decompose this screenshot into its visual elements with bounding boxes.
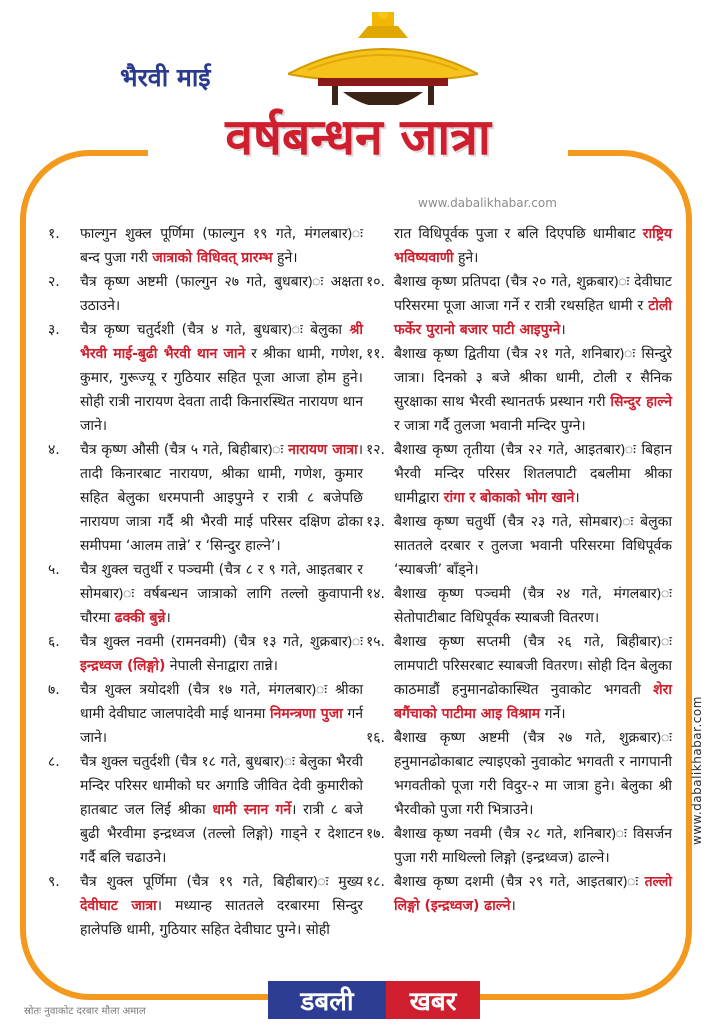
event-number: १.	[48, 226, 60, 242]
event-number: १३.	[366, 514, 386, 530]
event-number: १०.	[366, 274, 386, 290]
event-highlight: रांगा र बोकाको भोग खाने	[443, 490, 575, 506]
event-number: ९.	[48, 874, 60, 890]
event-text: बैशाख कृष्ण प्रतिपदा (चैत्र २० गते, शुक्रबार)ः देवीघाट परिसरमा पूजा आजा गर्ने र रात्री रथसहित धामी र टोली फर्केर पुरानो बजार पाटी आइपुग्ने।	[394, 274, 672, 338]
event-text: बैशाख कृष्ण चतुर्थी (चैत्र २३ गते, सोमबार)ः बेलुका साततले दरबार र तुलजा भवानी परिसरमा विधिपूर्वक ‘स्याबजी’ बाँड्ने।	[394, 514, 672, 578]
event-number: १८.	[366, 874, 386, 890]
event-item	[48, 630, 363, 678]
event-highlight: नारायण जात्रा	[288, 442, 358, 458]
event-text: बैशाख कृष्ण नवमी (चैत्र २८ गते, शनिबार)ः विसर्जन पुजा गरी माथिल्लो लिङ्गो (इन्द्रध्वज) ढाल्ने।	[394, 826, 672, 866]
events-right-column	[366, 222, 672, 918]
event-item	[366, 822, 672, 870]
event-text: बैशाख कृष्ण तृतीया (चैत्र २२ गते, आइतबार)ः बिहान भैरवी मन्दिर परिसर शितलपाटी दबलीमा श्रीका धामीद्वारा रांगा र बोकाको भोग खाने।	[394, 442, 672, 506]
event-item	[366, 630, 672, 726]
website-url[interactable]: www.dabalikhabar.com	[418, 196, 557, 210]
event-text: चैत्र कृष्ण अष्टमी (फाल्गुन २७ गते, बुधबार)ः अक्षता उठाउने।	[80, 274, 363, 314]
event-number: ४.	[48, 442, 60, 458]
event-number: १४.	[366, 586, 386, 602]
event-highlight: निमन्त्रणा पुजा	[270, 706, 343, 722]
event-item	[366, 270, 672, 342]
event-item	[366, 870, 672, 918]
event-highlight: जात्राको विधिवत् प्रारम्भ	[152, 250, 273, 266]
event-highlight: शेरा बगैंचाको पाटीमा आइ विश्राम	[394, 682, 672, 722]
event-number: १५.	[366, 634, 386, 650]
event-item	[366, 438, 672, 510]
side-website-url: www.dabalikhabar.com	[690, 696, 704, 845]
brand-logo-part2: खबर	[386, 981, 480, 1019]
event-text: चैत्र शुक्ल चतुर्दशी (चैत्र १८ गते, बुधबार)ः बेलुका भैरवी मन्दिर परिसर धामीको घर अगाडि जीवित देवी कुमारीको हातबाट जल लिई श्रीका धामी स्नान गर्ने। रात्री ८ बजे बुढी भैरवीमा इन्द्रध्वज (तल्लो लिङ्गो) गाड्ने र देशाटन गर्दै बलि चढाउने।	[80, 754, 363, 866]
event-highlight: ढक्की बुन्ने	[114, 610, 166, 626]
event-text: चैत्र शुक्ल त्रयोदशी (चैत्र १७ गते, मंगलबार)ः श्रीका धामी देवीघाट जालपादेवी माई थानमा निमन्त्रणा पुजा गर्न जाने।	[80, 682, 363, 746]
event-number: १७.	[366, 826, 386, 842]
page-title: वर्षबन्धन जात्रा	[148, 105, 568, 173]
event-highlight: देवीघाट जात्रा	[80, 898, 157, 914]
event-item	[48, 438, 363, 558]
event-highlight: श्री भैरवी माई-बुढी भैरवी थान जाने	[80, 322, 363, 362]
event-number: १२.	[366, 442, 386, 458]
event-number: २.	[48, 274, 60, 290]
source-credit: स्रोतः नुवाकोट दरबार मौला अमाल	[24, 1006, 146, 1017]
event-number: ५.	[48, 562, 60, 578]
event-item	[48, 318, 363, 438]
event-text: रात विधिपूर्वक पुजा र बलि दिएपछि धामीबाट राष्ट्रिय भविष्यवाणी हुने।	[394, 226, 672, 266]
event-text: चैत्र कृष्ण चतुर्दशी (चैत्र ४ गते, बुधबार)ः बेलुका श्री भैरवी माई-बुढी भैरवी थान जाने र श्रीका धामी, गणेश, कुमार, गुरूज्यू र गुठियार सहित पूजा आजा होम हुने। सोही रात्री नारायण देवता तादी किनारस्थित नारायण थान जाने।	[80, 322, 363, 434]
event-highlight: इन्द्रध्वज (लिङ्गो)	[80, 658, 166, 674]
event-text: चैत्र शुक्ल पूर्णिमा (चैत्र १९ गते, बिहीबार)ः मुख्य देवीघाट जात्रा। मध्यान्ह साततले दरबारमा सिन्दुर हालेपछि धामी, गुठियार सहित देवीघाट पुग्ने। सोही	[80, 874, 363, 938]
event-highlight: सिन्दुर हाल्ने	[610, 394, 673, 410]
event-item	[366, 726, 672, 822]
event-text: चैत्र कृष्ण औसी (चैत्र ५ गते, बिहीबार)ः नारायण जात्रा। तादी किनारबाट नारायण, श्रीका धामी, गणेश, कुमार सहित बेलुका धरमपानी आइपुग्ने र रात्री ८ बजेपछि नारायण जात्रा गर्दै श्री भैरवी माई परिसर दक्षिण ढोका समीपमा ‘आलम तान्ने’ र ‘सिन्दुर हाल्ने’।	[80, 442, 363, 554]
event-text: फाल्गुन शुक्ल पूर्णिमा (फाल्गुन १९ गते, मंगलबार)ः बन्द पुजा गरी जात्राको विधिवत् प्रारम्भ हुने।	[80, 226, 363, 266]
event-item	[366, 222, 672, 270]
event-highlight: टोली फर्केर पुरानो बजार पाटी आइपुग्ने	[394, 298, 672, 338]
event-item	[48, 678, 363, 750]
event-number: ११.	[366, 346, 386, 362]
event-text: चैत्र शुक्ल नवमी (रामनवमी) (चैत्र १३ गते, शुक्रबार)ः इन्द्रध्वज (लिङ्गो) नेपाली सेनाद्वारा तान्ने।	[80, 634, 363, 674]
brand-logo[interactable]	[268, 981, 480, 1019]
event-highlight: राष्ट्रिय भविष्यवाणी	[394, 226, 672, 266]
event-number: ७.	[48, 682, 60, 698]
event-number: १६.	[366, 730, 386, 746]
event-item	[48, 870, 363, 942]
event-highlight: तल्लो लिङ्गो (इन्द्रध्वज) ढाल्ने	[394, 874, 672, 914]
event-text: बैशाख कृष्ण द्वितीया (चैत्र २१ गते, शनिबार)ः सिन्दुरे जात्रा। दिनको ३ बजे श्रीका धामी, टोली र सैनिक सुरक्षाका साथ भैरवी स्थानतर्फ प्रस्थान गरी सिन्दुर हाल्ने र जात्रा गर्दै तुलजा भवानी मन्दिर पुग्ने।	[394, 346, 673, 434]
event-text: बैशाख कृष्ण सप्तमी (चैत्र २६ गते, बिहीबार)ः लामपाटी परिसरबाट स्याबजी वितरण। सोही दिन बेलुका काठमाडौं हनुमानढोकास्थित नुवाकोट भगवती शेरा बगैंचाको पाटीमा आइ विश्राम गर्ने।	[394, 634, 672, 722]
subtitle: भैरवी माई	[120, 63, 211, 92]
event-item	[48, 750, 363, 870]
event-highlight: धामी स्नान गर्ने	[212, 802, 292, 818]
event-number: ३.	[48, 322, 60, 338]
event-item	[48, 222, 363, 270]
event-text: बैशाख कृष्ण पञ्चमी (चैत्र २४ गते, मंगलबार)ः सेतोपाटीबाट विधिपूर्वक स्याबजी वितरण।	[394, 586, 672, 626]
event-item	[366, 510, 672, 582]
event-text: बैशाख कृष्ण दशमी (चैत्र २९ गते, आइतबार)ः तल्लो लिङ्गो (इन्द्रध्वज) ढाल्ने।	[394, 874, 672, 914]
events-left-column	[48, 222, 363, 942]
event-item	[48, 558, 363, 630]
event-number: ८.	[48, 754, 60, 770]
brand-logo-part1: डबली	[268, 981, 386, 1019]
event-item	[366, 342, 672, 438]
event-text: बैशाख कृष्ण अष्टमी (चैत्र २७ गते, शुक्रबार)ः हनुमानढोकाबाट ल्याइएको नुवाकोट भगवती र नागपानी भगवतीको पूजा गरी विदुर-२ मा जात्रा हुने। बेलुका श्री भैरवीको पुजा गरी भित्राउने।	[394, 730, 672, 818]
event-text: चैत्र शुक्ल चतुर्थी र पञ्चमी (चैत्र ८ र ९ गते, आइतबार र सोमबार)ः वर्षबन्धन जात्राको लागि तल्लो कुवापानी चौरमा ढक्की बुन्ने।	[80, 562, 363, 626]
event-item	[366, 582, 672, 630]
event-number: ६.	[48, 634, 60, 650]
event-item	[48, 270, 363, 318]
